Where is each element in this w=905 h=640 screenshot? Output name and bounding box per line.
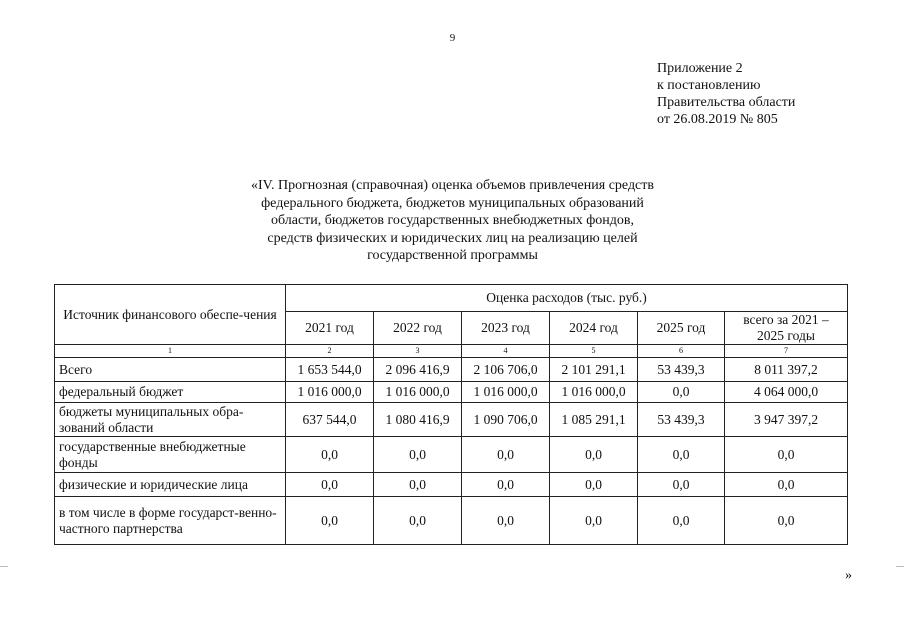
cell-value: 0,0 <box>638 437 725 473</box>
row-label: Всего <box>55 358 286 382</box>
cell-value: 0,0 <box>462 437 550 473</box>
title-line: «IV. Прогнозная (справочная) оценка объемов привлечения средств <box>250 178 655 193</box>
title-line: федерального бюджета, бюджетов муниципальных образований <box>261 195 644 211</box>
cell-value: 8 011 397,2 <box>725 358 848 382</box>
appendix-line: к постановлению <box>657 78 761 93</box>
section-title <box>200 177 705 265</box>
scan-edge-mark <box>0 566 8 567</box>
table-row <box>55 382 848 403</box>
cell-value: 0,0 <box>550 437 638 473</box>
cell-value: 2 101 291,1 <box>550 358 638 382</box>
cell-value: 637 544,0 <box>286 403 374 437</box>
cell-value: 0,0 <box>550 497 638 545</box>
cell-value: 0,0 <box>638 497 725 545</box>
cell-value: 0,0 <box>286 437 374 473</box>
cell-value: 0,0 <box>374 437 462 473</box>
row-label: федеральный бюджет <box>55 382 286 403</box>
cell-value: 0,0 <box>725 497 848 545</box>
scan-edge-mark <box>896 566 904 567</box>
cell-value: 1 085 291,1 <box>550 403 638 437</box>
closing-quote: » <box>845 568 852 583</box>
source-header: Источник финансового обеспе-чения <box>55 285 286 345</box>
page-number: 9 <box>449 32 456 44</box>
year-header: 2022 год <box>374 312 462 345</box>
title-line: области, бюджетов государственных внебюджетных фондов, <box>270 213 635 228</box>
column-number: 7 <box>725 345 848 358</box>
table-row <box>55 403 848 437</box>
column-number: 5 <box>550 345 638 358</box>
cell-value: 0,0 <box>638 382 725 403</box>
year-header: 2021 год <box>286 312 374 345</box>
year-header: 2025 год <box>638 312 725 345</box>
year-header: 2024 год <box>550 312 638 345</box>
table-row <box>55 497 848 545</box>
appendix-block <box>657 60 795 128</box>
total-header: всего за 2021 – 2025 годы <box>725 312 848 345</box>
year-header: 2023 год <box>462 312 550 345</box>
cell-value: 1 016 000,0 <box>550 382 638 403</box>
cell-value: 0,0 <box>725 437 848 473</box>
column-number: 6 <box>638 345 725 358</box>
cell-value: 1 016 000,0 <box>374 382 462 403</box>
cell-value: 1 653 544,0 <box>286 358 374 382</box>
cell-value: 0,0 <box>462 497 550 545</box>
cell-value: 53 439,3 <box>638 358 725 382</box>
cell-value: 0,0 <box>550 473 638 497</box>
appendix-line: Приложение 2 <box>657 61 743 76</box>
cell-value: 0,0 <box>374 497 462 545</box>
cell-value: 1 080 416,9 <box>374 403 462 437</box>
appendix-line: от 26.08.2019 № 805 <box>657 112 778 127</box>
cell-value: 53 439,3 <box>638 403 725 437</box>
row-label: физические и юридические лица <box>55 473 286 497</box>
table-row <box>55 437 848 473</box>
column-number-row <box>55 345 848 358</box>
cell-value: 1 090 706,0 <box>462 403 550 437</box>
cell-value: 1 016 000,0 <box>462 382 550 403</box>
budget-table <box>54 284 848 545</box>
table-row <box>55 358 848 382</box>
title-line: государственной программы <box>367 248 538 263</box>
column-number: 4 <box>462 345 550 358</box>
cell-value: 0,0 <box>374 473 462 497</box>
cell-value: 2 106 706,0 <box>462 358 550 382</box>
cell-value: 1 016 000,0 <box>286 382 374 403</box>
column-number: 2 <box>286 345 374 358</box>
table-row <box>55 473 848 497</box>
appendix-line: Правительства области <box>657 95 796 110</box>
cell-value: 0,0 <box>462 473 550 497</box>
expense-group-header: Оценка расходов (тыс. руб.) <box>286 285 848 312</box>
row-label: государственные внебюджетные фонды <box>55 437 286 473</box>
cell-value: 0,0 <box>286 473 374 497</box>
title-line: средств физических и юридических лиц на реализацию целей <box>267 230 638 246</box>
row-label: в том числе в форме государст-венно-частного партнерства <box>55 497 286 545</box>
cell-value: 3 947 397,2 <box>725 403 848 437</box>
column-number: 1 <box>55 345 286 358</box>
column-number: 3 <box>374 345 462 358</box>
row-label: бюджеты муниципальных обра-зований области <box>55 403 286 437</box>
cell-value: 0,0 <box>286 497 374 545</box>
cell-value: 0,0 <box>725 473 848 497</box>
cell-value: 4 064 000,0 <box>725 382 848 403</box>
cell-value: 2 096 416,9 <box>374 358 462 382</box>
cell-value: 0,0 <box>638 473 725 497</box>
